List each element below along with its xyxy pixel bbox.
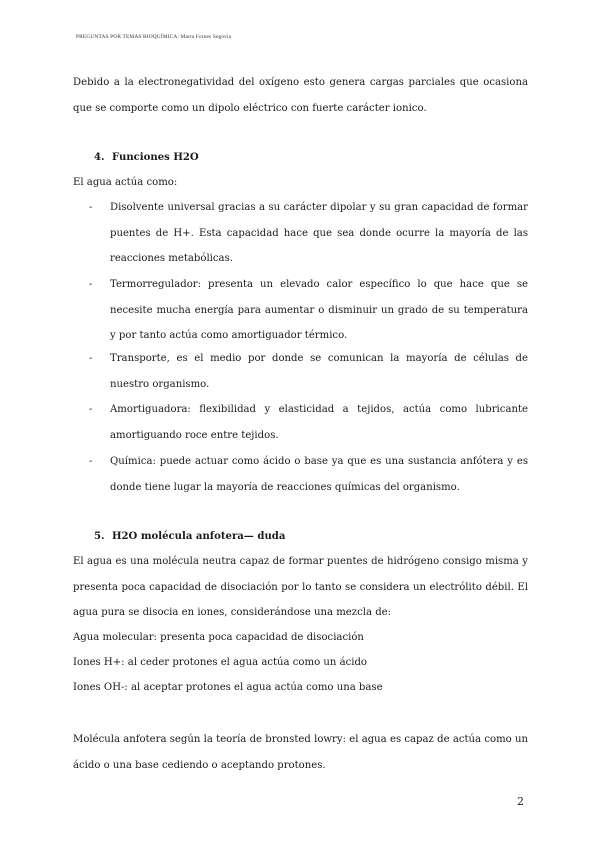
- closing-paragraph: Molécula anfotera según la teoría de bronsted lowry: el agua es capaz de actúa como un ácido o una base cediendo o aceptando protones.: [73, 734, 528, 771]
- section-4-title: Funciones H2O: [112, 152, 199, 163]
- section-4-heading: [94, 145, 199, 171]
- list-item-text: Termorregulador: presenta un elevado calor específico lo que hace que se necesite mucha energía para aumentar o disminuir un grado de su temperatura y por tanto actúa como amortiguador térmico.: [110, 279, 528, 342]
- dash-bullet: -: [89, 353, 93, 364]
- dissociation-line: Iones OH-: al aceptar protones el agua actúa como una base: [73, 682, 383, 693]
- running-header: PREGUNTAS POR TEMAS BIOQUÍMICA: Marta Fornes Segovia: [76, 34, 232, 40]
- list-item-text: Disolvente universal gracias a su carácter dipolar y su gran capacidad de formar puentes de H+. Esta capacidad hace que sea donde ocurre la mayoría de las reacciones metabólicas.: [110, 202, 528, 265]
- section-5-title: H2O molécula anfotera— duda: [112, 531, 286, 542]
- page-number: 2: [517, 795, 524, 808]
- dash-bullet: -: [89, 279, 93, 290]
- section-5-heading: [94, 524, 285, 550]
- dissociation-line: Agua molecular: presenta poca capacidad de disociación: [73, 632, 364, 643]
- list-item-text: Amortiguadora: flexibilidad y elasticidad a tejidos, actúa como lubricante amortiguando roce entre tejidos.: [110, 404, 528, 441]
- dissociation-line: Iones H+: al ceder protones el agua actúa como un ácido: [73, 657, 368, 668]
- section-4-lead: El agua actúa como:: [73, 177, 178, 188]
- dash-bullet: -: [89, 456, 93, 467]
- section-4-number: 4.: [94, 152, 105, 163]
- section-5-number: 5.: [94, 531, 105, 542]
- intro-paragraph: Debido a la electronegatividad del oxígeno esto genera cargas parciales que ocasiona que se comporte como un dipolo eléctrico con fuerte carácter ionico.: [73, 77, 528, 114]
- dash-bullet: -: [89, 404, 93, 415]
- list-item-text: Química: puede actuar como ácido o base ya que es una sustancia anfótera y es donde tiene lugar la mayoría de reacciones químicas del organismo.: [110, 456, 528, 493]
- dash-bullet: -: [89, 202, 93, 213]
- section-5-paragraph: El agua es una molécula neutra capaz de formar puentes de hidrógeno consigo misma y presenta poca capacidad de disociación por lo tanto se considera un electrólito débil. El agua pura se disocia en iones, considerándose una mezcla de:: [73, 556, 528, 619]
- list-item-text: Transporte, es el medio por donde se comunican la mayoría de células de nuestro organismo.: [110, 353, 528, 390]
